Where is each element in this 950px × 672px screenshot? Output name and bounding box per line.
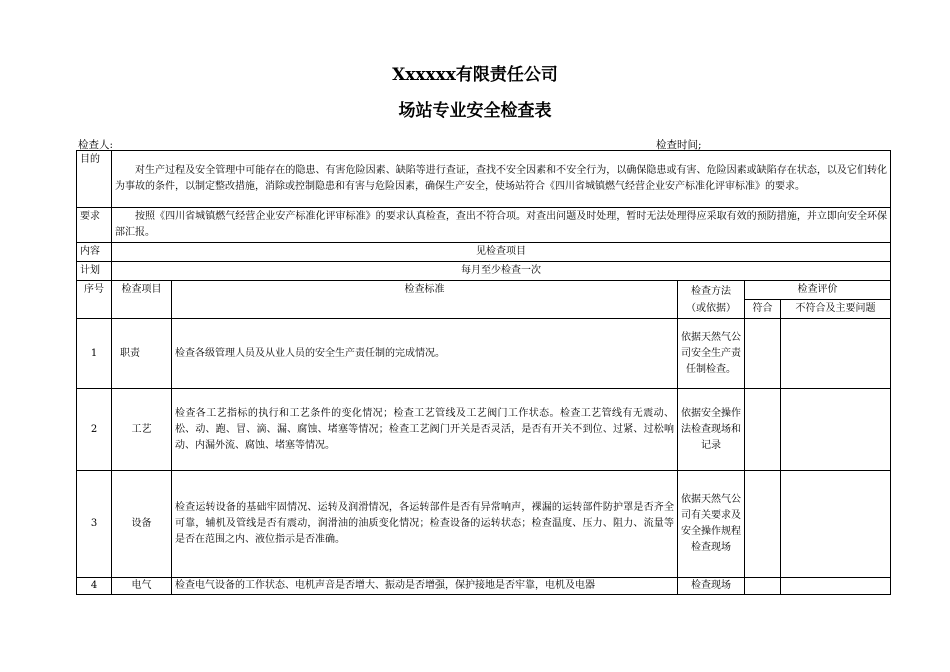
row-standard: 检查运转设备的基础牢固情况、运转及润滑情况，各运转部件是否有异常响声，裸漏的运转部件防护罩是否齐全可靠，辅机及管线是否有震动，润滑油的油质变化情况；检查设备的运转状态；检查温度、压力、阻力、流量等是否在范围之内、液位指示是否准确。	[172, 471, 678, 578]
row-conform-cell[interactable]	[745, 319, 781, 389]
row-conform-cell[interactable]	[745, 578, 781, 595]
row-no: 1	[77, 319, 112, 389]
row-item: 设备	[112, 471, 172, 578]
content-value: 见检查项目	[112, 243, 891, 262]
row-nonconform-cell[interactable]	[781, 578, 891, 595]
col-standard-header: 检查标准	[172, 281, 678, 319]
plan-row	[77, 262, 891, 281]
table-row	[77, 319, 891, 389]
row-item: 工艺	[112, 389, 172, 471]
inspector-label: 检查人:	[78, 139, 114, 151]
content-label: 内容	[77, 243, 112, 262]
table-row	[77, 471, 891, 578]
row-item: 职责	[112, 319, 172, 389]
column-header-row	[77, 281, 891, 300]
row-standard: 检查各级管理人员及从业人员的安全生产责任制的完成情况。	[172, 319, 678, 389]
inspection-table	[76, 150, 891, 595]
col-nonconform-header: 不符合及主要问题	[781, 300, 891, 319]
row-no: 2	[77, 389, 112, 471]
row-no: 3	[77, 471, 112, 578]
requirement-label: 要求	[77, 208, 112, 243]
row-conform-cell[interactable]	[745, 389, 781, 471]
plan-label: 计划	[77, 262, 112, 281]
row-nonconform-cell[interactable]	[781, 471, 891, 578]
row-method: 依据天然气公司安全生产责任制检查。	[678, 319, 745, 389]
inspection-time-label: 检查时间;	[656, 139, 702, 151]
document-title: 场站专业安全检查表	[398, 101, 552, 121]
col-no-header: 序号	[77, 281, 112, 319]
row-nonconform-cell[interactable]	[781, 319, 891, 389]
row-method: 依据天然气公司有关要求及安全操作规程检查现场	[678, 471, 745, 578]
col-method-header	[678, 281, 745, 319]
plan-value: 每月至少检查一次	[112, 262, 891, 281]
company-title: Xxxxxx有限责任公司	[392, 65, 558, 85]
col-conform-header: 符合	[745, 300, 781, 319]
purpose-text: 对生产过程及安全管理中可能存在的隐患、有害危险因素、缺陷等进行查证，查找不安全因素和不安全行为，以确保隐患或有害、危险因素或缺陷存在状态，以及它们转化为事故的条件，以制定整改措施，消除或控制隐患和有害与危险因素，确保生产安全，使场站符合《四川省城镇燃气经营企业安产标准化评审标准》的要求。	[112, 151, 891, 208]
col-evaluation-header: 检查评价	[745, 281, 891, 300]
row-conform-cell[interactable]	[745, 471, 781, 578]
row-method: 依据安全操作法检查现场和记录	[678, 389, 745, 471]
requirement-row	[77, 208, 891, 243]
requirement-text: 按照《四川省城镇燃气经营企业安产标准化评审标准》的要求认真检查，查出不符合项。对查出问题及时处理，暂时无法处理得应采取有效的预防措施，并立即向安全环保部汇报。	[112, 208, 891, 243]
table-row	[77, 578, 891, 595]
row-nonconform-cell[interactable]	[781, 389, 891, 471]
row-standard: 检查电气设备的工作状态、电机声音是否增大、振动是否增强，保护接地是否牢靠，电机及电器	[172, 578, 678, 595]
row-no: 4	[77, 578, 112, 595]
row-standard: 检查各工艺指标的执行和工艺条件的变化情况；检查工艺管线及工艺阀门工作状态。检查工艺管线有无震动、松、动、跑、冒、滴、漏、腐蚀、堵塞等情况；检查工艺阀门开关是否灵活，是否有开关不到位、过紧、过松响动、内漏外流、腐蚀、堵塞等情况。	[172, 389, 678, 471]
content-row	[77, 243, 891, 262]
purpose-label: 目的	[77, 151, 112, 208]
table-row	[77, 389, 891, 471]
purpose-row	[77, 151, 891, 208]
col-item-header: 检查项目	[112, 281, 172, 319]
row-method: 检查现场	[678, 578, 745, 595]
row-item: 电气	[112, 578, 172, 595]
col-method-header-line2: （或依据）	[686, 302, 736, 314]
col-method-header-line1: 检查方法	[691, 285, 731, 297]
